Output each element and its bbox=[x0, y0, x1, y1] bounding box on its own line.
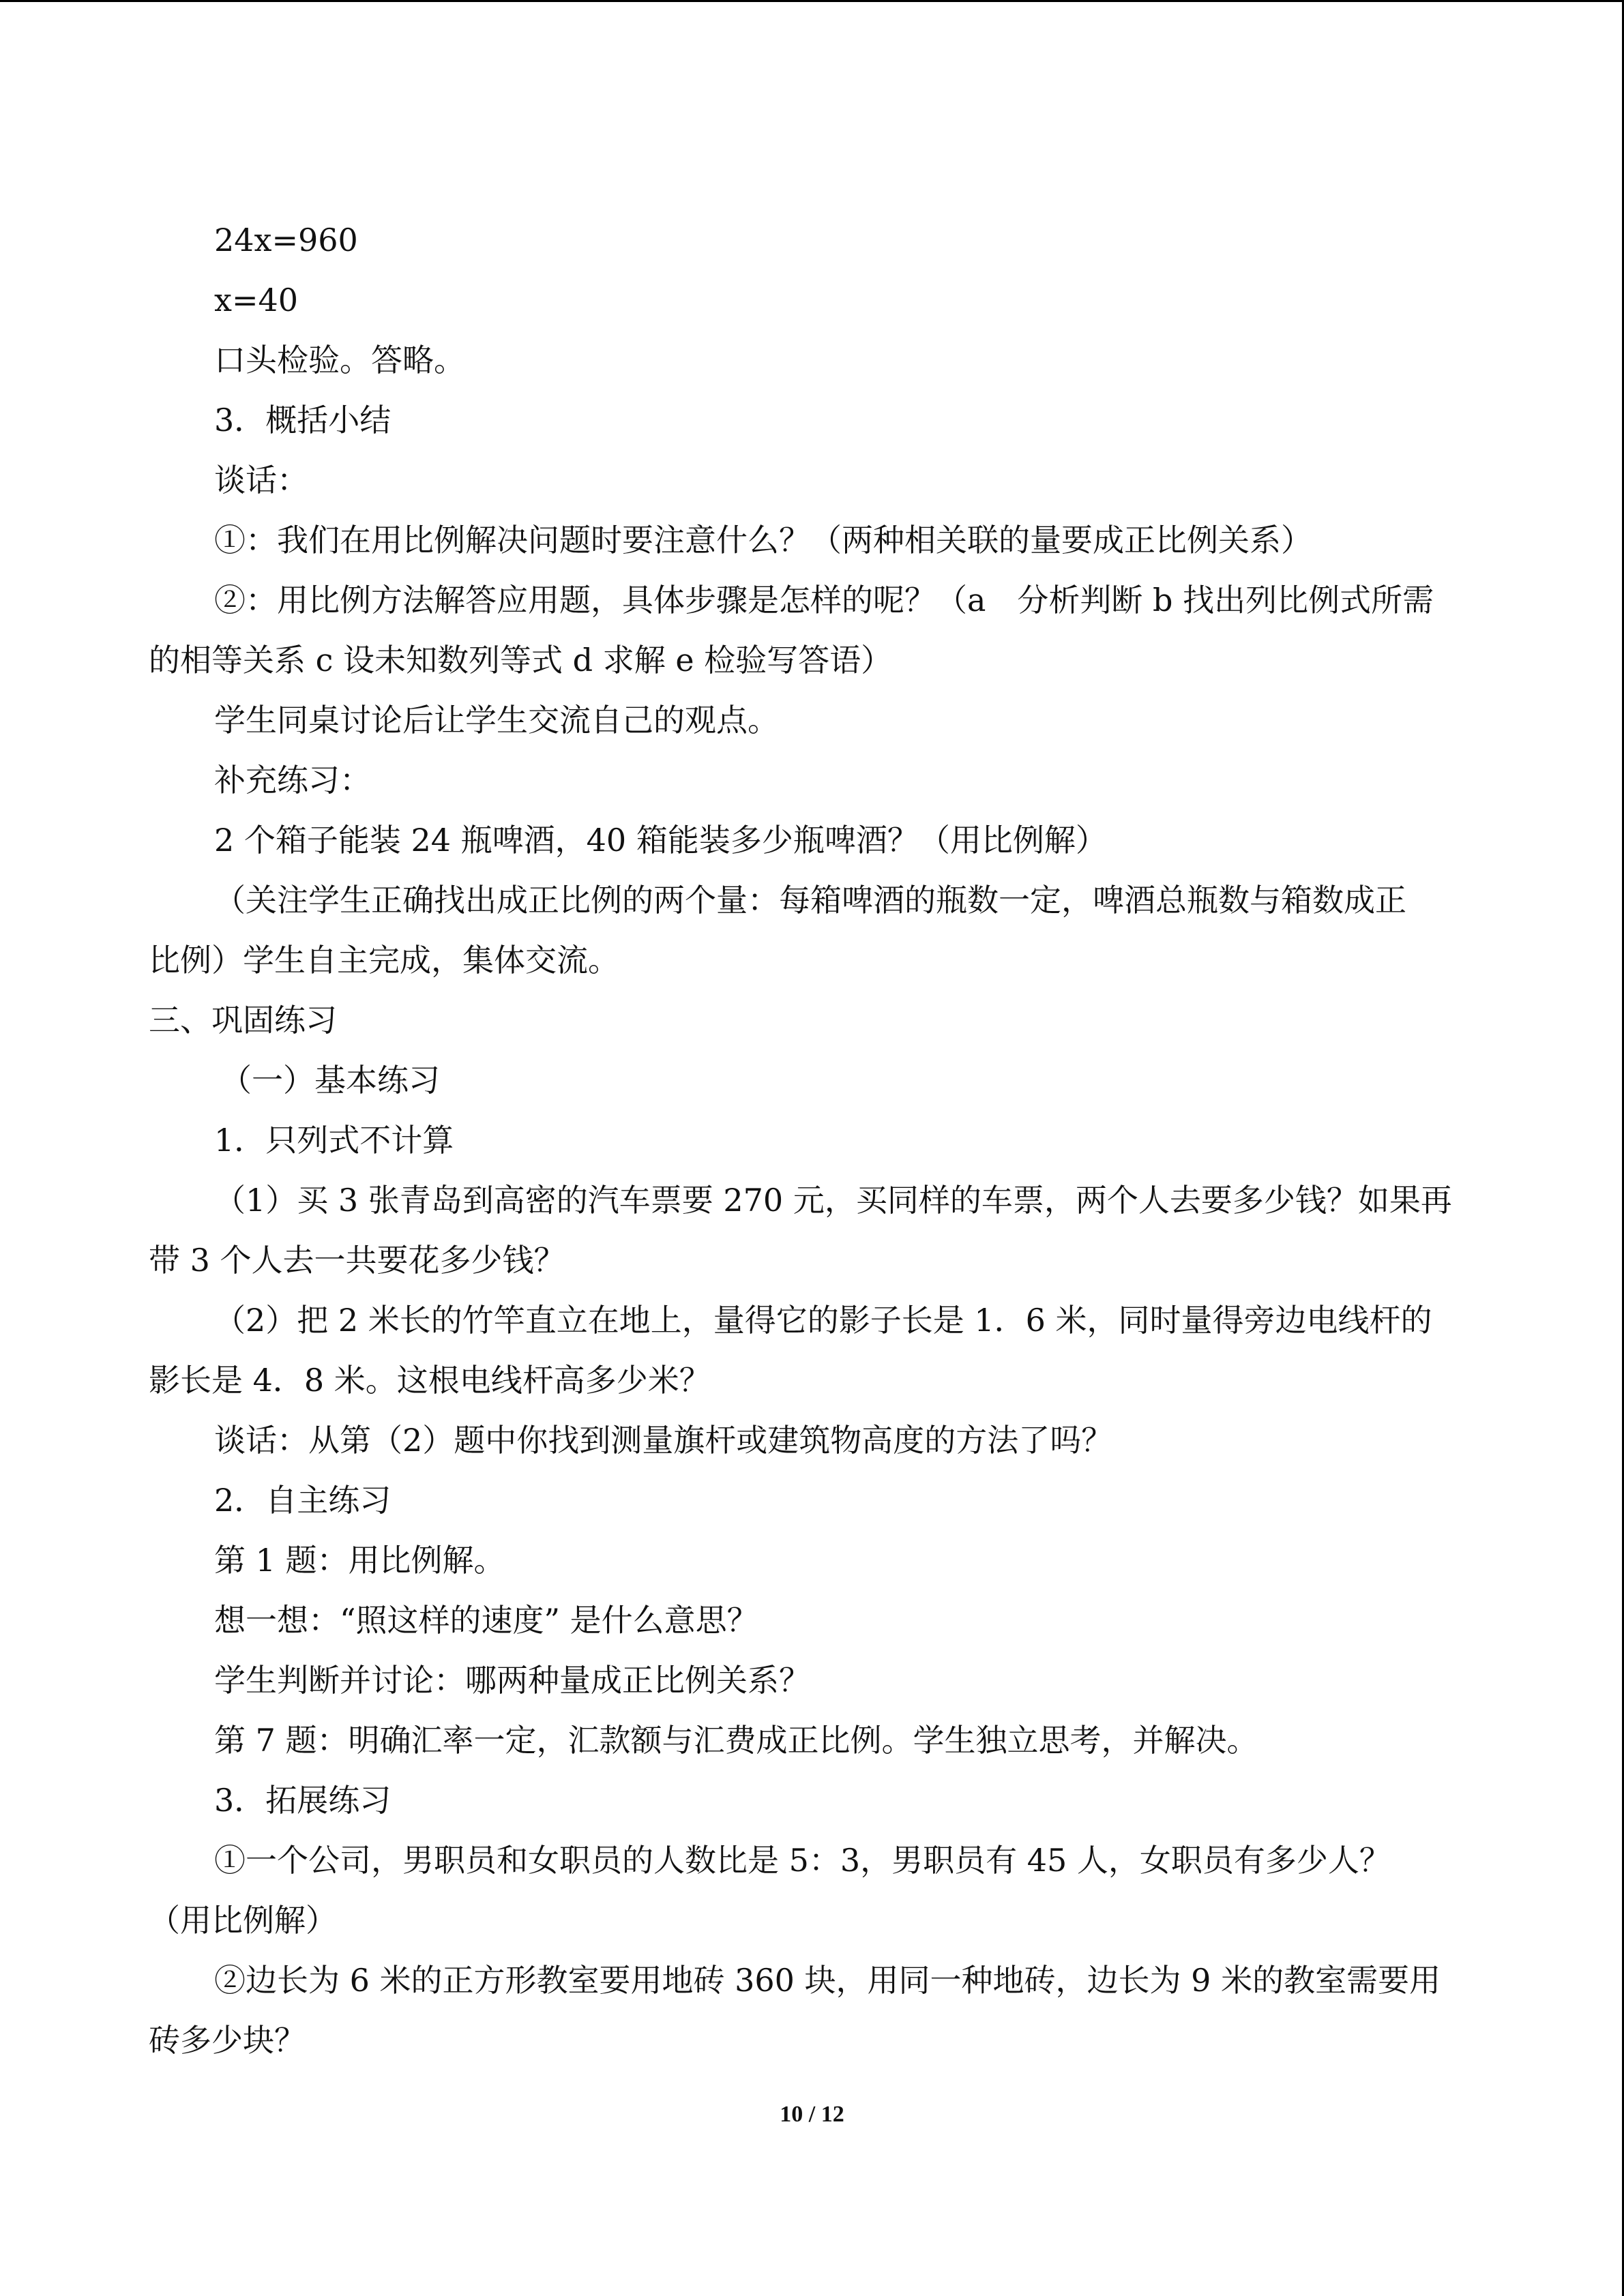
text-line-continued: 的相等关系 c 设未知数列等式 d 求解 e 检验写答语） bbox=[149, 642, 893, 679]
text-line-continued: 比例）学生自主完成，集体交流。 bbox=[149, 942, 619, 979]
text-line-continued: 砖多少块？ bbox=[149, 2022, 306, 2059]
text-line: 学生判断并讨论：哪两种量成正比例关系？ bbox=[214, 1662, 810, 1699]
exercise-line: 2 个箱子能装 24 瓶啤酒，40 箱能装多少瓶啤酒？（用比例解） bbox=[214, 822, 1107, 859]
section-heading: 2．自主练习 bbox=[214, 1482, 392, 1519]
subsection-heading: （一）基本练习 bbox=[220, 1062, 440, 1099]
text-line: 谈话： bbox=[214, 462, 308, 498]
section-heading: 三、巩固练习 bbox=[149, 1002, 337, 1039]
document-page bbox=[149, 210, 1479, 2070]
text-line-continued: 影长是 4．8 米。这根电线杆高多少米？ bbox=[149, 1362, 711, 1399]
text-line: ①：我们在用比例解决问题时要注意什么？（两种相关联的量要成正比例关系） bbox=[214, 522, 1312, 558]
text-line: 第 7 题：明确汇率一定，汇款额与汇费成正比例。学生独立思考，并解决。 bbox=[214, 1722, 1258, 1759]
exercise-line: （1）买 3 张青岛到高密的汽车票要 270 元，买同样的车票，两个人去要多少钱？如果再 bbox=[214, 1182, 1452, 1219]
text-line: ②：用比例方法解答应用题，具体步骤是怎样的呢？（a 分析判断 b 找出列比例式所需 bbox=[214, 582, 1434, 618]
equation-line: 24x=960 bbox=[214, 222, 358, 258]
text-line: 口头检验。答略。 bbox=[214, 342, 465, 378]
text-line: 谈话：从第（2）题中你找到测量旗杆或建筑物高度的方法了吗？ bbox=[214, 1422, 1113, 1459]
text-line: 想一想：“照这样的速度” 是什么意思？ bbox=[214, 1602, 758, 1639]
exercise-line: ②边长为 6 米的正方形教室要用地砖 360 块，用同一种地砖，边长为 9 米的教室需要用 bbox=[214, 1962, 1441, 1999]
text-line-continued: （用比例解） bbox=[149, 1902, 337, 1939]
text-line-continued: 带 3 个人去一共要花多少钱？ bbox=[149, 1242, 565, 1279]
section-heading: 3．概括小结 bbox=[214, 402, 392, 438]
text-line: （关注学生正确找出成正比例的两个量：每箱啤酒的瓶数一定，啤酒总瓶数与箱数成正 bbox=[214, 882, 1406, 919]
text-line: 第 1 题：用比例解。 bbox=[214, 1542, 505, 1579]
equation-solution: x=40 bbox=[214, 282, 299, 318]
section-heading: 1．只列式不计算 bbox=[214, 1122, 454, 1159]
page-number: 10 / 12 bbox=[780, 2102, 844, 2127]
exercise-line: （2）把 2 米长的竹竿直立在地上，量得它的影子长是 1．6 米，同时量得旁边电线杆的 bbox=[214, 1302, 1432, 1339]
text-line: 学生同桌讨论后让学生交流自己的观点。 bbox=[214, 702, 779, 739]
section-heading: 3．拓展练习 bbox=[214, 1782, 392, 1819]
text-line: 补充练习： bbox=[214, 762, 371, 799]
page-top-border bbox=[0, 0, 1624, 2]
exercise-line: ①一个公司，男职员和女职员的人数比是 5：3，男职员有 45 人，女职员有多少人？ bbox=[214, 1842, 1391, 1879]
